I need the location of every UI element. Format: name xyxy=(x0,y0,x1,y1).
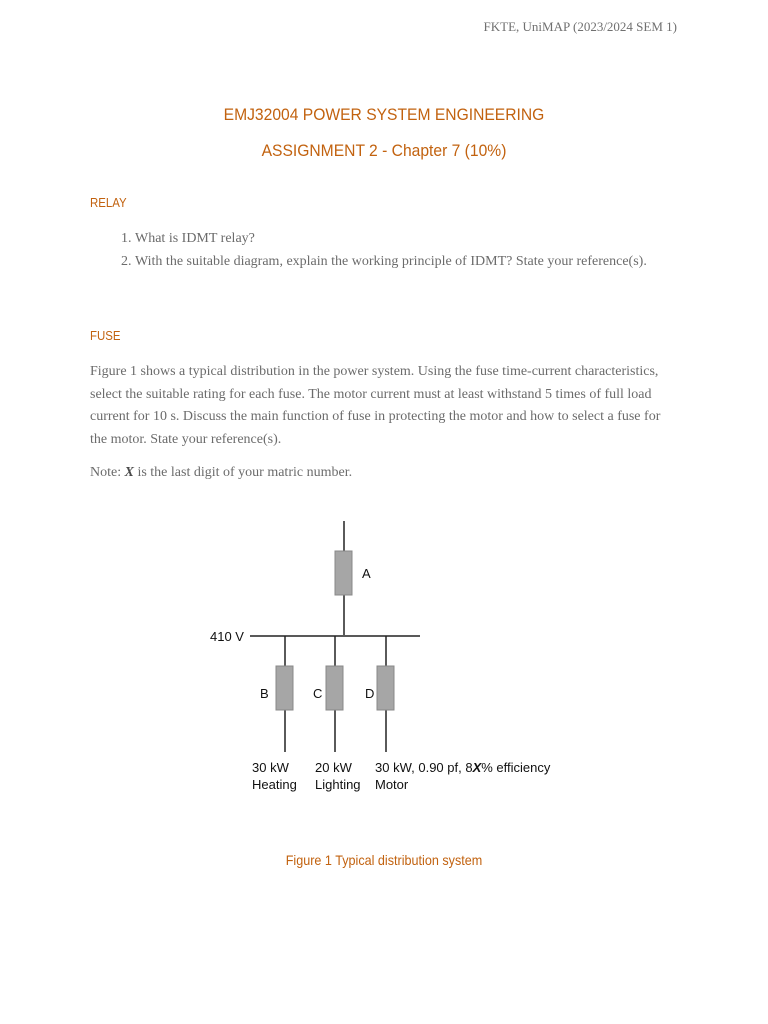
fuse-a xyxy=(335,551,352,595)
fuse-b xyxy=(276,666,293,710)
question-2: 2. With the suitable diagram, explain the working principle of IDMT? State your reference(s). xyxy=(135,251,695,274)
course-title: EMJ32004 POWER SYSTEM ENGINEERING xyxy=(223,105,545,124)
page-header: FKTE, UniMAP (2023/2024 SEM 1) xyxy=(483,19,677,34)
motor-name-label: Motor xyxy=(375,777,409,792)
busbar-voltage-label: 410 V xyxy=(210,629,244,644)
fuse-paragraph: Figure 1 shows a typical distribution in the power system. Using the fuse time-current characteristics, select the suitable rating for each fuse. The motor current must at least withstand 5 times of full load current for 10 s. Discuss the main function of fuse in protecting the motor and how to select a fuse for the motor. State your reference(s). xyxy=(90,364,661,447)
motor-spec-label xyxy=(375,760,551,775)
motor-spec-variable: X xyxy=(472,760,482,775)
matric-note xyxy=(90,462,352,484)
fuse-d-label: D xyxy=(365,686,375,701)
note-variable: X xyxy=(124,465,134,480)
heating-name-label: Heating xyxy=(252,777,297,792)
fuse-c-label: C xyxy=(313,686,323,701)
note-prefix: Note: xyxy=(90,465,125,480)
note-suffix: is the last digit of your matric number. xyxy=(133,465,353,480)
figure-caption: Figure 1 Typical distribution system xyxy=(285,852,483,868)
lighting-name-label: Lighting xyxy=(315,777,361,792)
fuse-c xyxy=(326,666,343,710)
question-1: 1. What is IDMT relay? xyxy=(135,228,695,251)
relay-questions xyxy=(90,228,695,273)
fuse-a-label: A xyxy=(362,566,371,581)
fuse-d xyxy=(377,666,394,710)
motor-spec-prefix: 30 kW, 0.90 pf, 8 xyxy=(375,760,473,775)
motor-spec-suffix: % efficiency xyxy=(481,760,551,775)
fuse-heading: FUSE xyxy=(90,328,121,343)
lighting-power-label: 20 kW xyxy=(315,760,352,775)
relay-heading: RELAY xyxy=(90,195,127,210)
assignment-title: ASSIGNMENT 2 - Chapter 7 (10%) xyxy=(261,141,507,160)
fuse-b-label: B xyxy=(260,686,269,701)
heating-power-label: 30 kW xyxy=(252,760,289,775)
distribution-diagram xyxy=(190,515,570,805)
